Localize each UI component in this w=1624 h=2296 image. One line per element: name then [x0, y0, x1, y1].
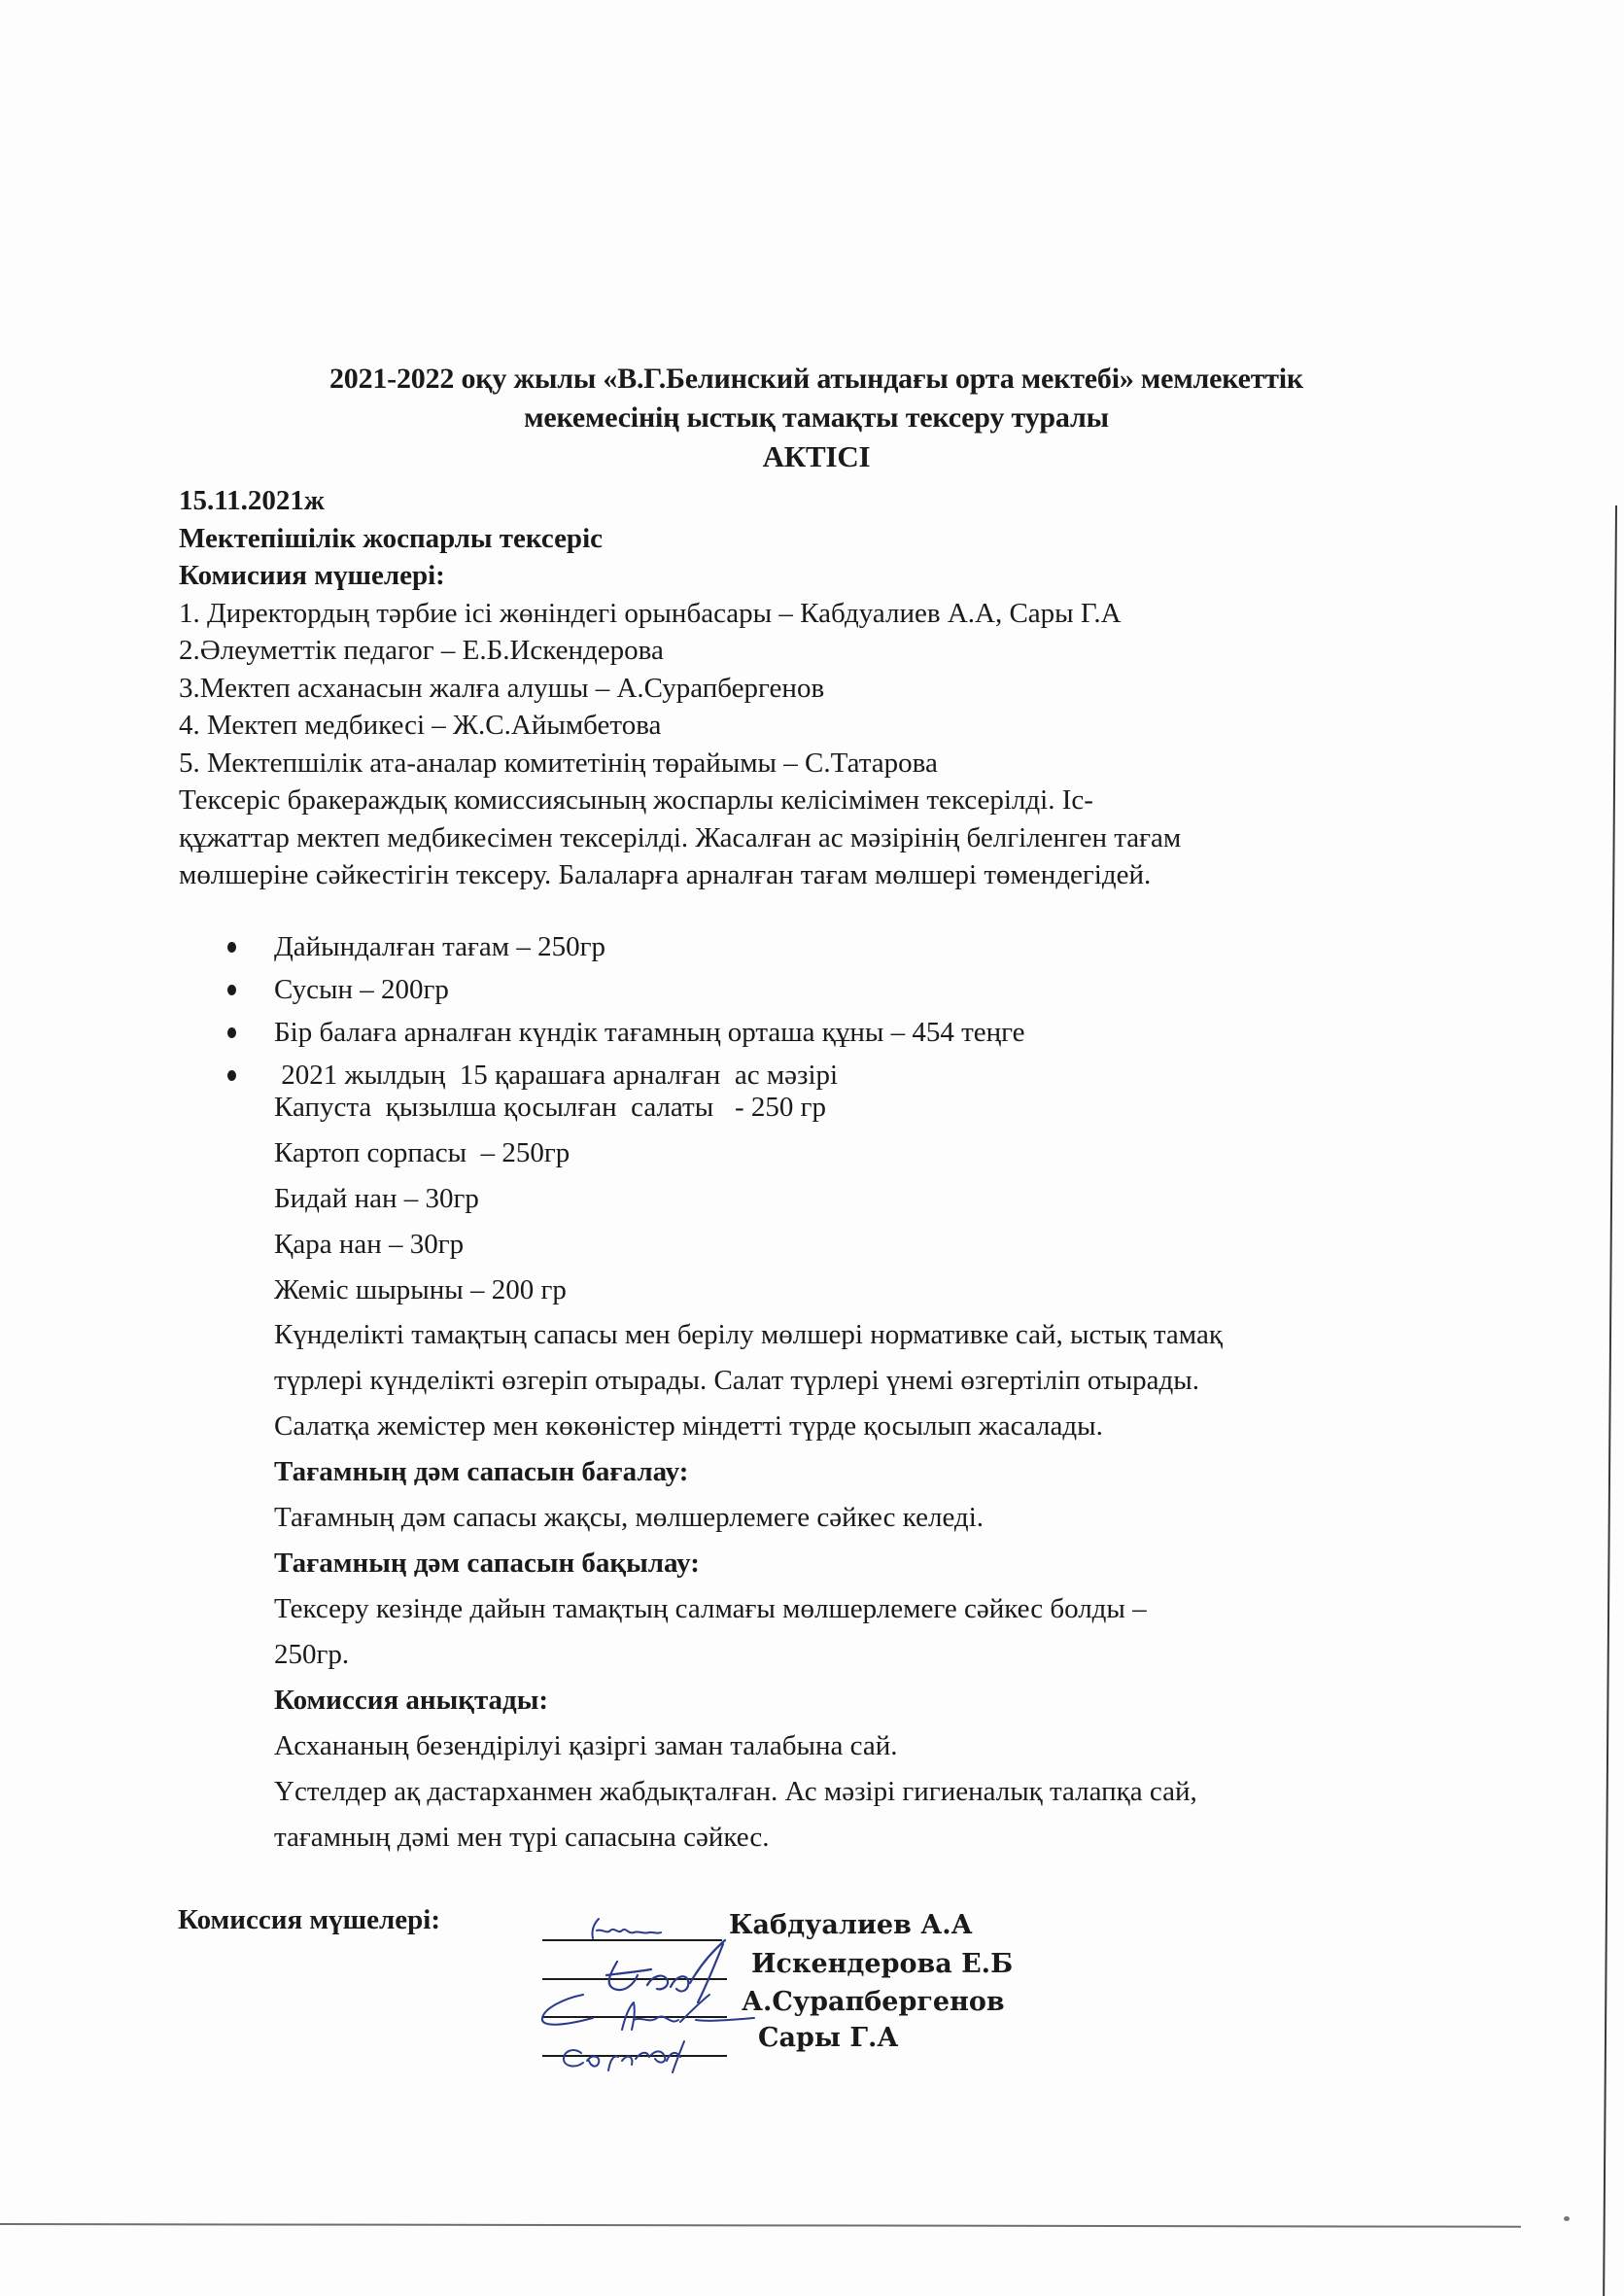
signature-sary	[564, 2041, 684, 2072]
bullet-text: Бір балаға арналған күндік тағамның орташа құны – 454 теңге	[274, 1017, 1025, 1048]
taste-assessment-heading: Тағамның дәм сапасын бағалау:	[274, 1456, 689, 1487]
bullet-text: Сусын – 200гр	[274, 974, 449, 1005]
bullet-icon	[227, 942, 236, 953]
bullet-item	[224, 1011, 1025, 1054]
commission-member: 5. Мектепшілік ата-аналар комитетінің төрайымы – С.Татарова	[179, 747, 938, 779]
signature-iskenderova	[606, 1940, 725, 2002]
handwritten-signatures	[525, 1905, 777, 2080]
commission-member: 1. Директордың тәрбие ісі жөніндегі орынбасары – Кабдуалиев А.А, Сары Г.А	[179, 597, 1122, 629]
commission-member: 2.Әлеуметтік педагог – Е.Б.Искендерова	[179, 635, 664, 666]
bullet-icon	[227, 1070, 236, 1081]
bullet-text: 2021 жылдың 15 қарашаға арналған ас мәзірі	[274, 1060, 839, 1091]
taste-assessment-text: Тағамның дәм сапасы жақсы, мөлшерлемеге сәйкес келеді.	[274, 1502, 984, 1533]
taste-control-heading: Тағамның дәм сапасын бақылау:	[274, 1548, 700, 1579]
signatory-name: А.Сурапбергенов	[742, 1987, 1005, 2017]
bullet-text: Дайындалған тағам – 250гр	[274, 931, 605, 962]
signature-label: Комиссия мүшелері:	[178, 1904, 440, 1935]
menu-item: Бидай нан – 30гр	[274, 1183, 479, 1214]
findings-line: Үстелдер ақ дастарханмен жабдықталған. Ас мәзірі гигиеналық талапқа сай,	[274, 1776, 1197, 1807]
scan-speck	[1564, 2216, 1570, 2221]
signatory-name: Кабдуалиев А.А	[729, 1910, 973, 1940]
menu-list	[274, 1085, 826, 1313]
bullet-icon	[227, 1027, 236, 1038]
menu-item: Картоп сорпасы – 250гр	[274, 1137, 570, 1168]
bullet-icon	[227, 985, 236, 995]
taste-control-line: Тексеру кезінде дайын тамақтың салмағы мөлшерлемеге сәйкес болды –	[274, 1593, 1147, 1624]
document-title	[175, 360, 1458, 476]
quality-paragraph-line: Күнделікті тамақтың сапасы мен берілу мөлшері нормативке сай, ыстық тамақ	[274, 1319, 1223, 1350]
bullet-item	[224, 968, 1025, 1011]
inspection-type: Мектепішілік жоспарлы тексеріс	[179, 522, 603, 554]
findings-heading: Комиссия анықтады:	[274, 1685, 549, 1716]
signatory-name: Искендерова Е.Б	[751, 1949, 1014, 1979]
commission-member: 3.Мектеп асханасын жалға алушы – А.Сурапбергенов	[179, 672, 825, 704]
scan-edge-shadow-right	[1603, 505, 1617, 2296]
findings-line: тағамның дәмі мен түрі сапасына сәйкес.	[274, 1822, 770, 1853]
taste-control-line: 250гр.	[274, 1639, 350, 1670]
intro-paragraph-line: құжаттар мектеп медбикесімен тексерілді. Жасалған ас мәзірінің белгіленген тағам	[179, 821, 1182, 853]
menu-item: Жеміс шырыны – 200 гр	[274, 1274, 567, 1305]
title-line-2: мекемесінің ыстық тамақты тексеру туралы	[524, 401, 1109, 434]
commission-heading: Комисиия мүшелері:	[179, 560, 445, 591]
signatory-name: Сары Г.А	[758, 2023, 899, 2053]
scan-edge-shadow-bottom	[0, 2223, 1521, 2228]
menu-item: Капуста қызылша қосылған салаты - 250 гр	[274, 1092, 827, 1123]
header-section	[179, 482, 1442, 894]
assessment-section	[274, 1312, 1489, 1861]
quality-paragraph-line: Салатқа жемістер мен көкөністер міндетті түрде қосылып жасалады.	[274, 1410, 1103, 1442]
signature-surapbergenov	[542, 1995, 754, 2030]
intro-paragraph-line: мөлшеріне сәйкестігін тексеру. Балаларға арналған тағам мөлшері төмендегідей.	[179, 859, 1152, 890]
title-line-1: 2021-2022 оқу жылы «В.Г.Белинский атындағы орта мектебі» мемлекеттік	[328, 363, 1304, 395]
bullet-item	[224, 925, 1025, 968]
signature-kabdualiev	[592, 1919, 661, 1938]
intro-paragraph-line: Тексеріс бракераждық комиссиясының жоспарлы келісімімен тексерілді. Іс-	[179, 784, 1093, 816]
findings-line: Асхананың безендірілуі қазіргі заман талабына сай.	[274, 1730, 898, 1761]
document-date: 15.11.2021ж	[179, 485, 325, 516]
bullet-list	[224, 925, 1025, 1096]
menu-item: Қара нан – 30гр	[274, 1229, 465, 1260]
title-line-act: АКТІСІ	[762, 439, 871, 473]
commission-member: 4. Мектеп медбикесі – Ж.С.Айымбетова	[179, 710, 662, 741]
quality-paragraph-line: түрлері күнделікті өзгеріп отырады. Салат түрлері үнемі өзгертіліп отырады.	[274, 1365, 1200, 1396]
